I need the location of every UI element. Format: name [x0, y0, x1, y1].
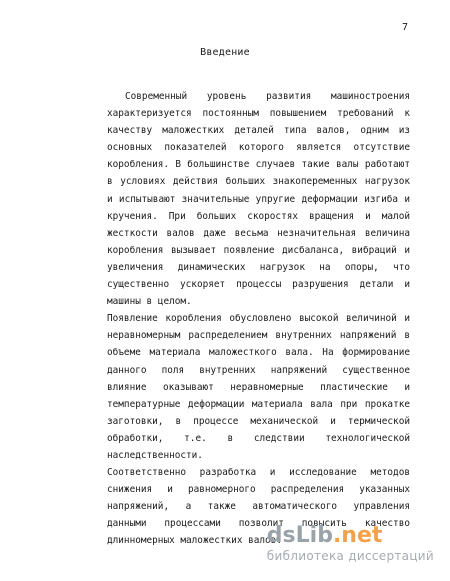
watermark-subtitle: библиотека диссертаций [266, 549, 434, 563]
watermark-logo [267, 525, 434, 547]
paragraph-2: Появление коробления обусловлено высокой величиной и неравномерным распределением внутренних напряжений в объеме материала маложесткого вала. На формирование данного поля внутренних напряжений существенное влияние оказывают неравномерные пластические и температурные деформации материала вала при прокатке заготовки, в процессе механической и термической обработки, т.е. в следствии технологической наследственности. [107, 313, 410, 461]
paragraph-1: Современный уровень развития машиностроения характеризуется постоянным повышением требований к качеству маложестких деталей типа валов, одним из основных показателей которого является отсутствие коробления. В большинстве случаев такие валы работают в условиях действия больших знакопеременных нагрузок и испытывают значительные упругие деформации изгиба и кручения. При больших скоростях вращения и малой жесткости валов даже весьма незначительная величина коробления вызывает появление дисбаланса, вибраций и увеличения динамических нагрузок на опоры, что существенно ускоряет процессы разрушения детали и машины в целом. [107, 91, 410, 308]
watermark-logo-main: dsLib [266, 523, 333, 548]
document-body [107, 88, 410, 550]
dslib-watermark [267, 525, 434, 563]
page-title: Введение [200, 47, 250, 58]
paragraph-3: Соответственно разработка и исследование методов снижения и равномерного распределения указанных напряжений, а также автоматического управления данными процессами позволит повысить качество длинномерных маложестких валов. [107, 467, 410, 547]
page-number: 7 [401, 22, 408, 33]
watermark-logo-suffix: .net [332, 523, 383, 548]
